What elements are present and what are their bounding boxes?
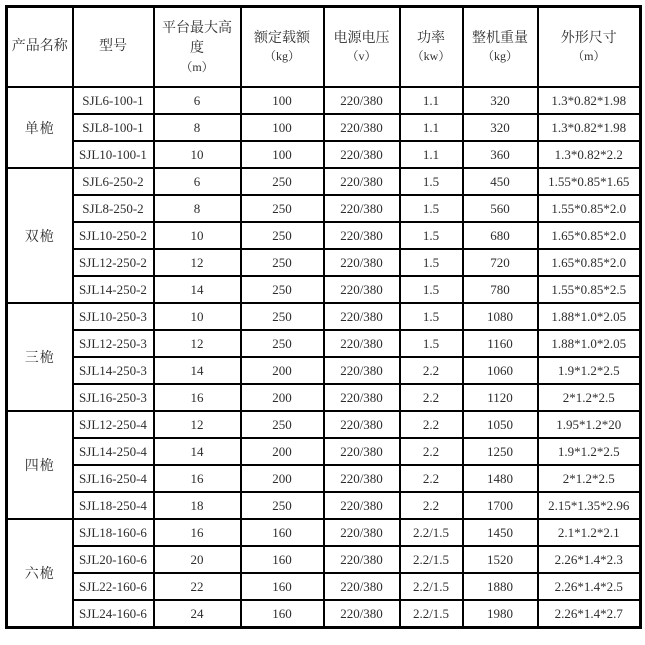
data-cell: 1.88*1.0*2.05	[538, 303, 641, 330]
data-cell: 8	[154, 114, 241, 141]
data-cell: 220/380	[324, 249, 400, 276]
data-cell: 10	[154, 222, 241, 249]
data-cell: 14	[154, 357, 241, 384]
header-cell-0	[7, 7, 73, 88]
data-cell: 14	[154, 276, 241, 303]
data-cell: 220/380	[324, 384, 400, 411]
data-cell: 720	[463, 249, 538, 276]
data-cell: 320	[463, 87, 538, 114]
data-cell: 2.26*1.4*2.7	[538, 600, 641, 628]
data-cell: 1.9*1.2*2.5	[538, 438, 641, 465]
table-row	[7, 411, 641, 438]
data-cell: 1.1	[400, 87, 463, 114]
header-cell-6	[463, 7, 538, 88]
data-cell: 220/380	[324, 573, 400, 600]
data-cell: 360	[463, 141, 538, 168]
data-cell: 250	[241, 168, 324, 195]
data-cell: 220/380	[324, 114, 400, 141]
data-cell: 2.2/1.5	[400, 519, 463, 546]
header-cell-1	[73, 7, 154, 88]
model-cell: SJL14-250-2	[73, 276, 154, 303]
group-name-cell: 单桅	[7, 87, 73, 168]
data-cell: 2.2/1.5	[400, 546, 463, 573]
model-cell: SJL16-250-3	[73, 384, 154, 411]
data-cell: 680	[463, 222, 538, 249]
data-cell: 1.1	[400, 141, 463, 168]
data-cell: 12	[154, 330, 241, 357]
data-cell: 1.55*0.85*2.5	[538, 276, 641, 303]
data-cell: 160	[241, 600, 324, 628]
data-cell: 14	[154, 438, 241, 465]
header-unit: （m）	[180, 59, 214, 74]
table-row	[7, 600, 641, 628]
table-header	[7, 7, 641, 88]
table-body	[7, 87, 641, 628]
data-cell: 10	[154, 303, 241, 330]
data-cell: 220/380	[324, 168, 400, 195]
data-cell: 220/380	[324, 330, 400, 357]
table-row	[7, 303, 641, 330]
data-cell: 100	[241, 141, 324, 168]
table-row	[7, 249, 641, 276]
header-unit: （v）	[346, 49, 377, 64]
table-row	[7, 357, 641, 384]
data-cell: 2.2	[400, 465, 463, 492]
header-unit: （kw）	[411, 49, 451, 64]
data-cell: 200	[241, 438, 324, 465]
data-cell: 1980	[463, 600, 538, 628]
data-cell: 20	[154, 546, 241, 573]
header-cell-4	[324, 7, 400, 88]
header-label: 外形尺寸	[560, 31, 617, 47]
data-cell: 220/380	[324, 303, 400, 330]
data-cell: 2.26*1.4*2.5	[538, 573, 641, 600]
data-cell: 1.5	[400, 195, 463, 222]
group-name-cell: 六桅	[7, 519, 73, 628]
data-cell: 2*1.2*2.5	[538, 384, 641, 411]
table-row	[7, 330, 641, 357]
data-cell: 220/380	[324, 411, 400, 438]
data-cell: 100	[241, 114, 324, 141]
header-cell-2	[154, 7, 241, 88]
data-cell: 1.5	[400, 303, 463, 330]
model-cell: SJL16-250-4	[73, 465, 154, 492]
table-row	[7, 465, 641, 492]
data-cell: 2*1.2*2.5	[538, 465, 641, 492]
data-cell: 250	[241, 222, 324, 249]
model-cell: SJL18-250-4	[73, 492, 154, 519]
data-cell: 2.1*1.2*2.1	[538, 519, 641, 546]
table-row	[7, 573, 641, 600]
table-row	[7, 195, 641, 222]
model-cell: SJL12-250-2	[73, 249, 154, 276]
data-cell: 220/380	[324, 519, 400, 546]
data-cell: 1520	[463, 546, 538, 573]
data-cell: 6	[154, 168, 241, 195]
header-unit: （m）	[572, 49, 606, 64]
data-cell: 220/380	[324, 492, 400, 519]
data-cell: 1160	[463, 330, 538, 357]
group-name-cell: 三桅	[7, 303, 73, 411]
data-cell: 1.3*0.82*1.98	[538, 87, 641, 114]
data-cell: 1.1	[400, 114, 463, 141]
model-cell: SJL8-250-2	[73, 195, 154, 222]
model-cell: SJL22-160-6	[73, 573, 154, 600]
header-label: 电源电压	[333, 31, 390, 47]
header-label: 额定载额	[254, 31, 310, 47]
data-cell: 2.2/1.5	[400, 573, 463, 600]
data-cell: 1050	[463, 411, 538, 438]
table-row	[7, 222, 641, 249]
data-cell: 6	[154, 87, 241, 114]
data-cell: 1080	[463, 303, 538, 330]
model-cell: SJL8-100-1	[73, 114, 154, 141]
data-cell: 2.15*1.35*2.96	[538, 492, 641, 519]
header-cell-3	[241, 7, 324, 88]
table-row	[7, 276, 641, 303]
header-unit: （kg）	[263, 49, 300, 64]
data-cell: 2.2	[400, 438, 463, 465]
data-cell: 1.3*0.82*1.98	[538, 114, 641, 141]
data-cell: 2.2	[400, 384, 463, 411]
table-row	[7, 519, 641, 546]
data-cell: 1.65*0.85*2.0	[538, 222, 641, 249]
table-row	[7, 168, 641, 195]
model-cell: SJL24-160-6	[73, 600, 154, 628]
header-label: 产品名称	[11, 38, 68, 54]
table-row	[7, 384, 641, 411]
data-cell: 1.55*0.85*1.65	[538, 168, 641, 195]
header-label: 平台最大高度	[162, 20, 232, 57]
data-cell: 1060	[463, 357, 538, 384]
data-cell: 160	[241, 519, 324, 546]
data-cell: 1250	[463, 438, 538, 465]
data-cell: 10	[154, 141, 241, 168]
data-cell: 24	[154, 600, 241, 628]
model-cell: SJL12-250-3	[73, 330, 154, 357]
table-row	[7, 114, 641, 141]
model-cell: SJL10-250-2	[73, 222, 154, 249]
data-cell: 2.26*1.4*2.3	[538, 546, 641, 573]
data-cell: 250	[241, 276, 324, 303]
data-cell: 2.2/1.5	[400, 600, 463, 628]
table-row	[7, 141, 641, 168]
data-cell: 780	[463, 276, 538, 303]
model-cell: SJL14-250-4	[73, 438, 154, 465]
table-row	[7, 87, 641, 114]
data-cell: 1700	[463, 492, 538, 519]
data-cell: 1.55*0.85*2.0	[538, 195, 641, 222]
data-cell: 1.95*1.2*20	[538, 411, 641, 438]
data-cell: 220/380	[324, 546, 400, 573]
data-cell: 1.5	[400, 276, 463, 303]
data-cell: 220/380	[324, 438, 400, 465]
data-cell: 200	[241, 384, 324, 411]
data-cell: 16	[154, 384, 241, 411]
data-cell: 2.2	[400, 357, 463, 384]
header-label: 型号	[99, 38, 127, 54]
group-name-cell: 双桅	[7, 168, 73, 303]
data-cell: 160	[241, 573, 324, 600]
data-cell: 12	[154, 411, 241, 438]
data-cell: 220/380	[324, 465, 400, 492]
table-row	[7, 546, 641, 573]
data-cell: 200	[241, 357, 324, 384]
model-cell: SJL12-250-4	[73, 411, 154, 438]
data-cell: 450	[463, 168, 538, 195]
header-cell-5	[400, 7, 463, 88]
model-cell: SJL14-250-3	[73, 357, 154, 384]
model-cell: SJL10-250-3	[73, 303, 154, 330]
data-cell: 100	[241, 87, 324, 114]
data-cell: 16	[154, 465, 241, 492]
data-cell: 220/380	[324, 276, 400, 303]
data-cell: 1.3*0.82*2.2	[538, 141, 641, 168]
data-cell: 1450	[463, 519, 538, 546]
header-cell-7	[538, 7, 641, 88]
data-cell: 220/380	[324, 141, 400, 168]
model-cell: SJL6-100-1	[73, 87, 154, 114]
data-cell: 16	[154, 519, 241, 546]
data-cell: 1880	[463, 573, 538, 600]
data-cell: 22	[154, 573, 241, 600]
data-cell: 8	[154, 195, 241, 222]
data-cell: 220/380	[324, 600, 400, 628]
product-spec-table	[5, 5, 642, 629]
data-cell: 1.5	[400, 249, 463, 276]
data-cell: 250	[241, 411, 324, 438]
data-cell: 250	[241, 195, 324, 222]
data-cell: 12	[154, 249, 241, 276]
data-cell: 220/380	[324, 195, 400, 222]
model-cell: SJL18-160-6	[73, 519, 154, 546]
header-row	[7, 7, 641, 88]
header-label: 整机重量	[472, 31, 528, 47]
data-cell: 160	[241, 546, 324, 573]
data-cell: 250	[241, 303, 324, 330]
data-cell: 2.2	[400, 492, 463, 519]
data-cell: 250	[241, 249, 324, 276]
data-cell: 250	[241, 330, 324, 357]
data-cell: 560	[463, 195, 538, 222]
data-cell: 1.5	[400, 330, 463, 357]
data-cell: 18	[154, 492, 241, 519]
data-cell: 220/380	[324, 222, 400, 249]
data-cell: 1480	[463, 465, 538, 492]
group-name-cell: 四桅	[7, 411, 73, 519]
data-cell: 1.88*1.0*2.05	[538, 330, 641, 357]
data-cell: 1.9*1.2*2.5	[538, 357, 641, 384]
data-cell: 2.2	[400, 411, 463, 438]
model-cell: SJL6-250-2	[73, 168, 154, 195]
data-cell: 220/380	[324, 357, 400, 384]
data-cell: 220/380	[324, 87, 400, 114]
data-cell: 200	[241, 465, 324, 492]
table-row	[7, 492, 641, 519]
data-cell: 250	[241, 492, 324, 519]
header-label: 功率	[417, 31, 445, 47]
data-cell: 320	[463, 114, 538, 141]
model-cell: SJL10-100-1	[73, 141, 154, 168]
data-cell: 1.5	[400, 168, 463, 195]
table-row	[7, 438, 641, 465]
header-unit: （kg）	[481, 49, 518, 64]
data-cell: 1.5	[400, 222, 463, 249]
data-cell: 1120	[463, 384, 538, 411]
model-cell: SJL20-160-6	[73, 546, 154, 573]
data-cell: 1.65*0.85*2.0	[538, 249, 641, 276]
